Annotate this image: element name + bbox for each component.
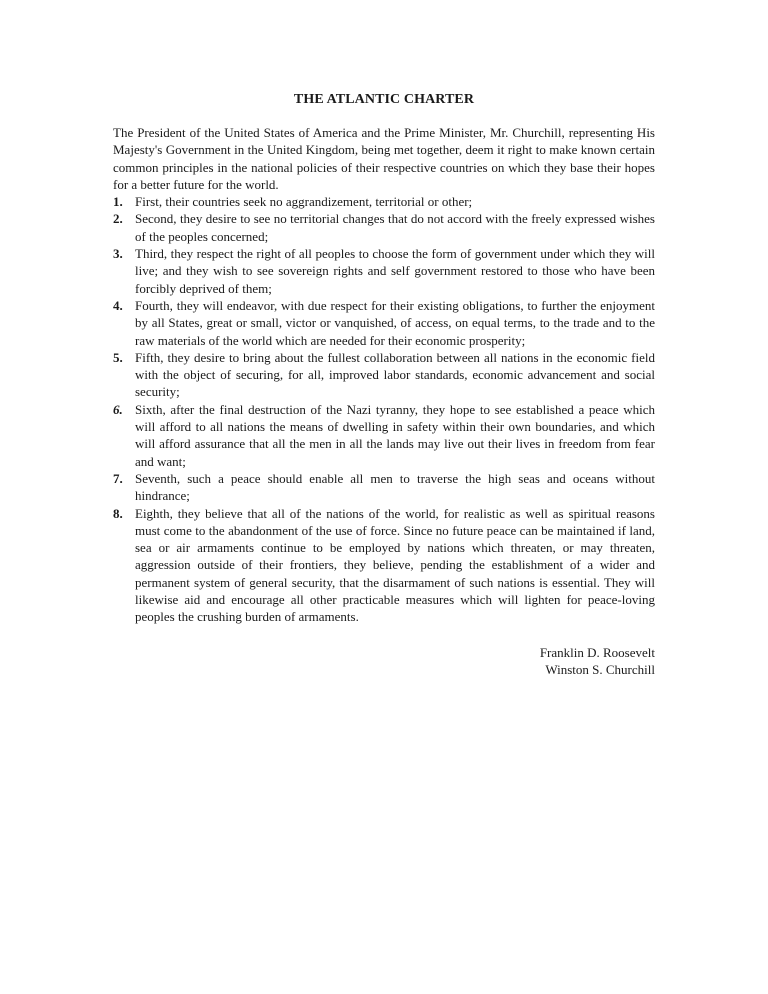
- document-page: [113, 88, 655, 678]
- signatory-churchill: Winston S. Churchill: [545, 661, 655, 677]
- article-item: [113, 193, 655, 210]
- article-item: [113, 297, 655, 349]
- article-item: [113, 401, 655, 470]
- article-text: Third, they respect the right of all peoples to choose the form of government under which they will live; and they wish to see sovereign rights and self government restored to those who have been forcibly deprived of them;: [135, 246, 655, 296]
- article-number: 7.: [113, 470, 123, 486]
- article-item: [113, 210, 655, 245]
- article-text: Fifth, they desire to bring about the fullest collaboration between all nations in the economic field with the object of securing, for all, improved labor standards, economic advancement and social security;: [135, 349, 655, 400]
- article-number: 2.: [113, 211, 123, 227]
- signatory-roosevelt: Franklin D. Roosevelt: [539, 644, 655, 660]
- article-number: 3.: [113, 246, 123, 262]
- article-item: [113, 505, 655, 626]
- article-number: 5.: [113, 349, 123, 365]
- document-title: THE ATLANTIC CHARTER: [293, 92, 475, 107]
- article-text: First, their countries seek no aggrandizement, territorial or other;: [135, 194, 473, 210]
- article-text: Second, they desire to see no territorial changes that do not accord with the freely expressed wishes of the peoples concerned;: [135, 211, 655, 244]
- article-item: [113, 245, 655, 297]
- article-text: Seventh, such a peace should enable all men to traverse the high seas and oceans without hindrance;: [135, 470, 655, 504]
- article-number: 8.: [113, 505, 123, 521]
- article-text: Sixth, after the final destruction of the Nazi tyranny, they hope to see established a peace which will afford to all nations the means of dwelling in safety within their own boundaries, and which will afford assurance that all the men in all the lands may live out their lives in freedom from fear and want;: [135, 401, 655, 469]
- articles-list: [113, 193, 655, 625]
- intro-paragraph: The President of the United States of America and the Prime Minister, Mr. Churchill, representing His Majesty's Government in the United Kingdom, being met together, deem it right to make known certain common principles in the national policies of their respective countries on which they base their hopes for a better future for the world.: [113, 125, 655, 192]
- article-text: Fourth, they will endeavor, with due respect for their existing obligations, to further the enjoyment by all States, great or small, victor or vanquished, of access, on equal terms, to the trade and to the raw materials of the world which are needed for their economic prosperity;: [135, 297, 655, 348]
- article-item: [113, 470, 655, 505]
- article-number: 1.: [113, 194, 123, 210]
- article-text: Eighth, they believe that all of the nations of the world, for realistic as well as spiritual reasons must come to the abandonment of the use of force. Since no future peace can be maintained if land, sea or air armaments continue to be employed by nations which threaten, or may threaten, aggression outside of their frontiers, they believe, pending the establishment of a wider and permanent system of general security, that the disarmament of such nations is essential. They will likewise aid and encourage all other practicable measures which will lighten for peace-loving peoples the crushing burden of armaments.: [135, 505, 655, 625]
- article-number: 6.: [113, 401, 123, 417]
- article-number: 4.: [113, 297, 123, 313]
- signature-block: [113, 644, 655, 679]
- article-item: [113, 349, 655, 401]
